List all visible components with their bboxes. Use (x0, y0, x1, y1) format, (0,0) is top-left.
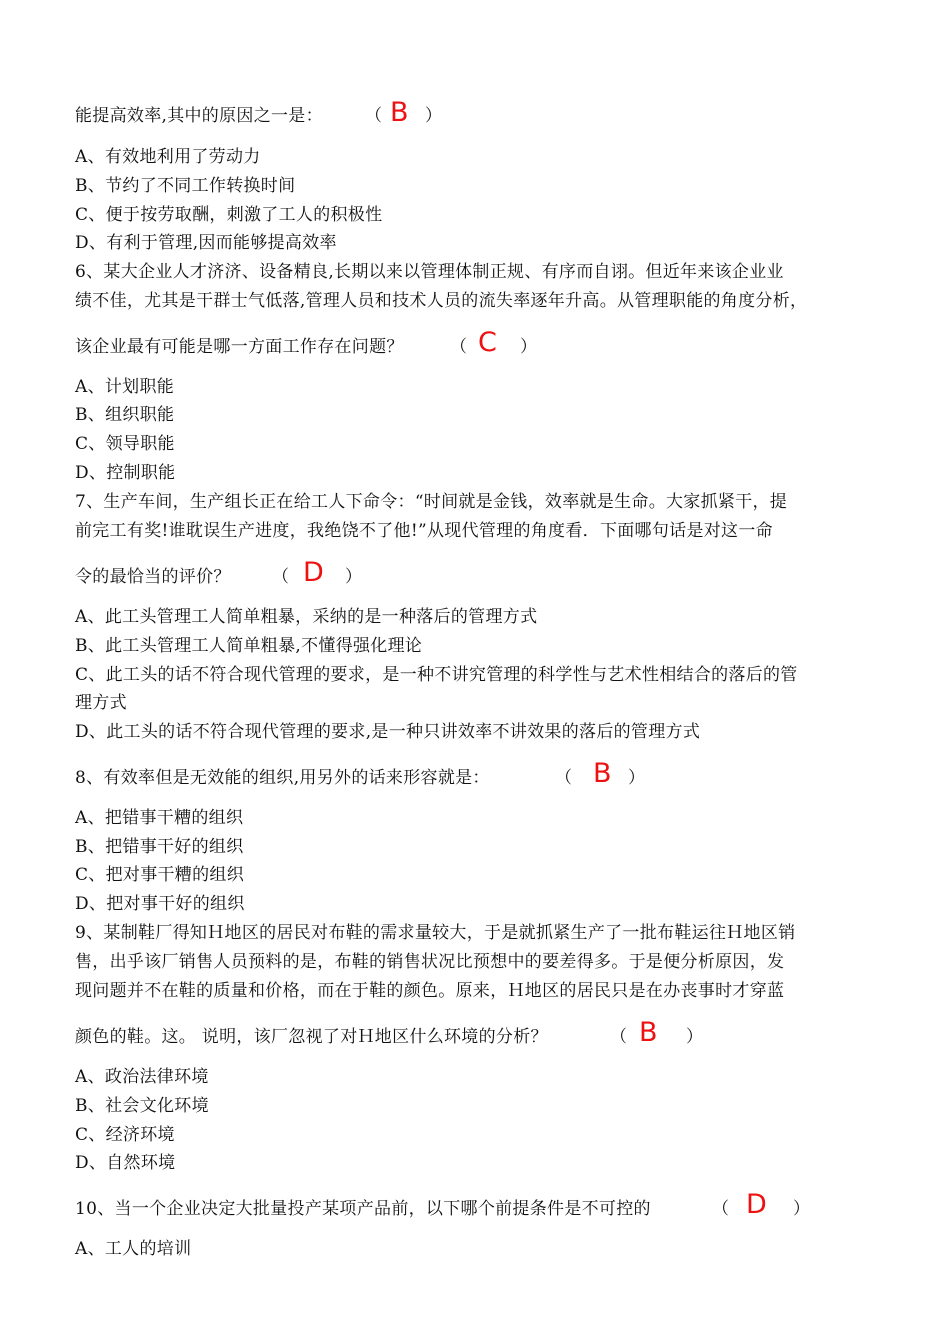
question-stem-line: 6、某大企业人才济济、设备精良,长期以来以管理体制正规、有序而自诩。但近年来该企业业 (75, 262, 784, 282)
answer-close-paren: ） (345, 567, 362, 587)
option-a: A、把错事干糟的组织 (75, 808, 244, 828)
option-d: D、控制职能 (75, 463, 176, 483)
option-d: D、有利于管理,因而能够提高效率 (75, 233, 337, 253)
question-stem-line: 9、某制鞋厂得知Ｈ地区的居民对布鞋的需求量较大，于是就抓紧生产了一批布鞋运往Ｈ地区销 (75, 923, 796, 943)
option-c: C、便于按劳取酬，刺激了工人的积极性 (75, 205, 383, 225)
option-d: D、把对事干好的组织 (75, 894, 245, 914)
answer-mark: D (746, 1189, 767, 1220)
answer-mark: B (639, 1017, 658, 1048)
option-a: A、计划职能 (75, 377, 175, 397)
question-stem-line: 颜色的鞋。这。 说明，该厂忽视了对Ｈ地区什么环境的分析？ (75, 1027, 548, 1047)
question-stem-line: 绩不佳，尤其是干群士气低落,管理人员和技术人员的流失率逐年升高。从管理职能的角度分析， (75, 291, 808, 311)
answer-mark: B (390, 97, 409, 128)
option-b: B、节约了不同工作转换时间 (75, 176, 296, 196)
answer-open-paren: （ (450, 337, 467, 357)
question-stem-line: 前完工有奖!谁耽误生产进度，我绝饶不了他!”从现代管理的角度看．下面哪句话是对这一命 (75, 521, 773, 541)
option-b: B、把错事干好的组织 (75, 837, 244, 857)
option-a: A、有效地利用了劳动力 (75, 147, 261, 167)
question-stem-line: 该企业最有可能是哪一方面工作存在问题？ (75, 337, 404, 357)
option-d: D、自然环境 (75, 1153, 176, 1173)
question-stem-line: 8、有效率但是无效能的组织,用另外的话来形容就是： (75, 768, 490, 788)
question-stem-line: 现问题并不在鞋的质量和价格，而在于鞋的颜色。原来，Ｈ地区的居民只是在办丧事时才穿蓝 (75, 981, 785, 1001)
answer-mark: D (303, 557, 324, 588)
option-c: C、经济环境 (75, 1125, 175, 1145)
option-c: C、把对事干糟的组织 (75, 865, 245, 885)
option-b: B、组织职能 (75, 405, 175, 425)
option-a: A、政治法律环境 (75, 1067, 209, 1087)
answer-open-paren: （ (610, 1027, 627, 1047)
question-stem-line: 能提高效率,其中的原因之一是： (75, 106, 323, 126)
answer-close-paren: ） (686, 1027, 703, 1047)
option-c: C、领导职能 (75, 434, 175, 454)
question-stem-line: 售，出乎该厂销售人员预料的是，布鞋的销售状况比预想中的要差得多。于是便分析原因，发 (75, 952, 785, 972)
answer-open-paren: （ (272, 567, 289, 587)
question-stem-line: 10、当一个企业决定大批量投产某项产品前，以下哪个前提条件是不可控的 (75, 1199, 651, 1219)
answer-close-paren: ） (793, 1199, 810, 1219)
answer-mark: B (593, 758, 612, 789)
question-stem-line: 令的最恰当的评价？ (75, 567, 231, 587)
answer-close-paren: ） (628, 768, 645, 788)
option-c: C、此工头的话不符合现代管理的要求，是一种不讲究管理的科学性与艺术性相结合的落后的管 (75, 665, 798, 685)
answer-open-paren: （ (365, 106, 382, 126)
option-b: B、此工头管理工人简单粗暴,不懂得强化理论 (75, 636, 423, 656)
answer-mark: C (478, 327, 497, 358)
answer-open-paren: （ (555, 768, 572, 788)
question-stem-line: 7、生产车间，生产组长正在给工人下命令：“时间就是金钱，效率就是生命。大家抓紧干，提 (75, 492, 788, 512)
option-a: A、此工头管理工人简单粗暴，采纳的是一种落后的管理方式 (75, 607, 538, 627)
answer-close-paren: ） (425, 106, 442, 126)
option-c-continued: 理方式 (75, 693, 127, 713)
option-b: B、社会文化环境 (75, 1096, 209, 1116)
answer-close-paren: ） (520, 337, 537, 357)
answer-open-paren: （ (712, 1199, 729, 1219)
option-a: A、工人的培训 (75, 1239, 192, 1259)
option-d: D、此工头的话不符合现代管理的要求,是一种只讲效率不讲效果的落后的管理方式 (75, 722, 701, 742)
